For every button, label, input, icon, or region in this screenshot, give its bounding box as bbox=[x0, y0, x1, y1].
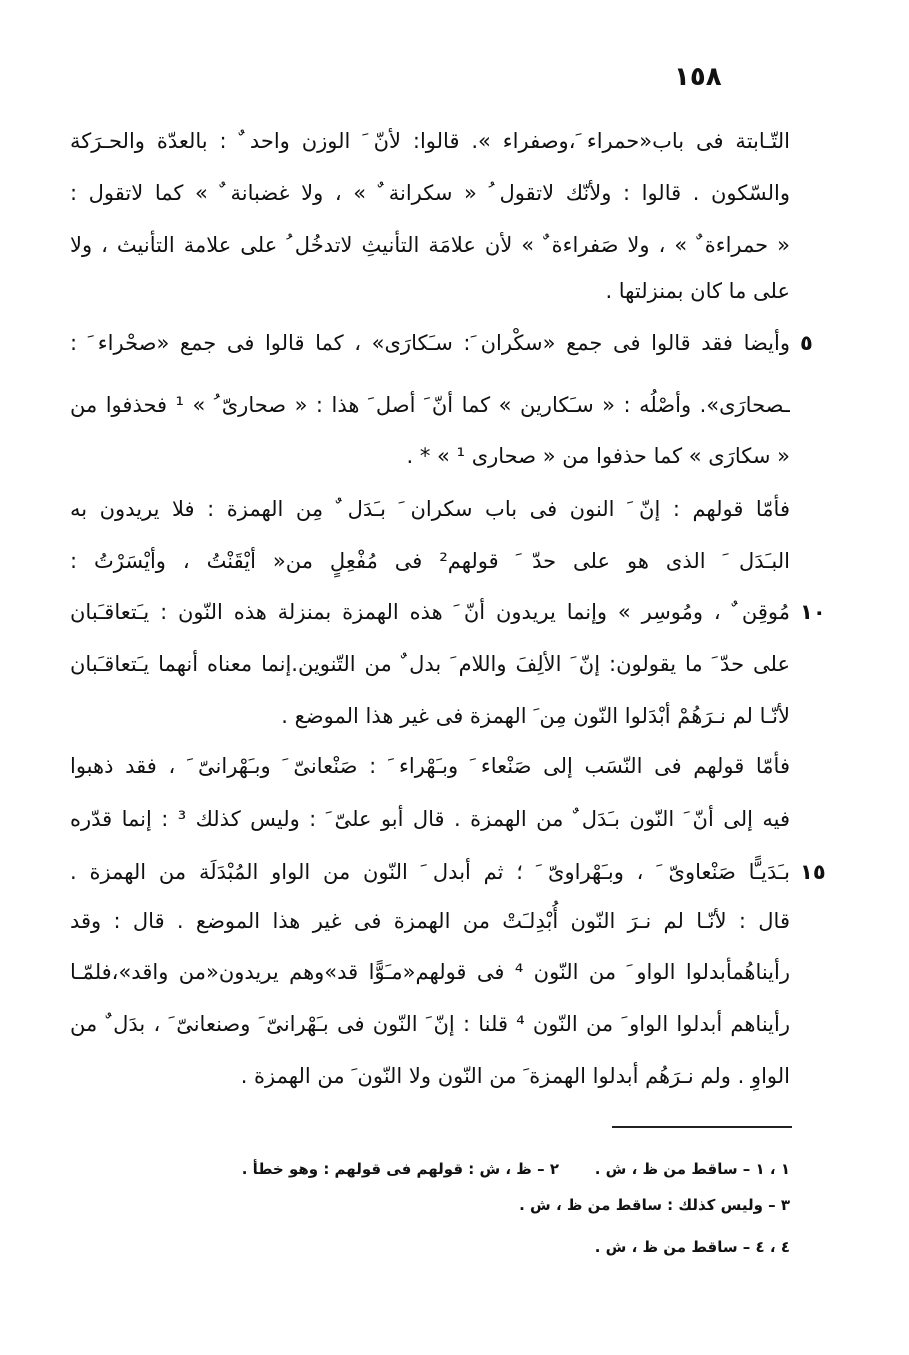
footnote: ٢ – ظ ، ش : قولهم فى قولهم : وهو خطأ . bbox=[241, 1160, 559, 1178]
text-line: ـصحارَى». وأصْلُه : « سـَكارين » كما أنّ َ أصل َ هذا : « صحارىّ ُ » ¹ فحذفوا من bbox=[70, 393, 790, 417]
text-line: « حمراءة ٌ » ، ولا صَفراءة ٌ » لأن علامَة التأنيثِ لاتدخُل ُ على علامة التأنيث ، ولا bbox=[70, 233, 790, 257]
text-line: فيه إلى أنّ َ النّون بـَدَل ٌ من الهمزة . قال أبو علىّ َ : وليس كذلك ³ : إنما قدّره bbox=[70, 807, 790, 831]
text-line: مُوقِن ٌ ، ومُوسِر » وإنما يريدون أنّ َ هذه الهمزة بمنزلة هذه النّون : يـَتعاقـَبان bbox=[70, 600, 790, 624]
page-number: ١٥٨ bbox=[674, 62, 722, 92]
footnote: ٤ ، ٤ – ساقط من ظ ، ش . bbox=[594, 1238, 790, 1256]
text-line: على حدّ َ ما يقولون: إنّ َ الألِفَ واللام َ بدل ٌ من التّنوين.إنما معناه أنهما يـَتعاقـَبان bbox=[70, 652, 790, 676]
footnote: ٣ – وليس كذلك : ساقط من ظ ، ش . bbox=[519, 1196, 790, 1214]
text-line: لأنّـا لم نـرَهُمْ أبْدَلوا النّون مِن َ الهمزة فى غير هذا الموضع . bbox=[281, 704, 790, 728]
text-line: « سكارَى » كما حذفوا من « صحارى ¹ » * . bbox=[406, 444, 790, 468]
text-line: رأيناهُمأبدلوا الواو َ من النّون ⁴ فى قولهم«مـَوًّا قد»وهم يريدون«من واقد»،فلمّـا bbox=[70, 960, 790, 984]
text-line: رأيناهم أبدلوا الواو َ من النّون ⁴ قلنا : إنّ َ النّون فى بـَهْرانىّ َ وصنعانىّ َ ، بدَل ٌ من bbox=[70, 1012, 790, 1036]
line-number: ١٠ bbox=[800, 600, 826, 624]
text-line: والسّكون . قالوا : ولأنّك لاتقول ُ « سكرانة ٌ » ، ولا غضبانة ٌ » كما لاتقول : bbox=[70, 181, 790, 205]
line-number: ١٥ bbox=[800, 860, 826, 884]
text-line: وأيضا فقد قالوا فى جمع «سكْران َ: سـَكارَى» ، كما قالوا فى جمع «صحْراء َ : bbox=[70, 331, 790, 355]
text-line: البـَدَل َ الذى هو على حدّ َ قولهم² فى مُفْعِلٍ من« أيْقَنْتُ ، وأيْسَرْتُ : bbox=[70, 549, 790, 573]
footnote: ١ ، ١ – ساقط من ظ ، ش . bbox=[594, 1160, 790, 1178]
text-line: التّـابتة فى باب«حمراء َ،وصفراء ». قالوا: لأنّ َ الوزن واحد ٌ : بالعدّة والحـرَكة bbox=[70, 129, 790, 153]
text-line: قال : لأنّـا لم نـرَ النّون أُبْدِلـَتْ من الهمزة فى غير هذا الموضع . قال : وقد bbox=[70, 909, 790, 933]
text-line: فأمّا قولهم فى النّسَب إلى صَنْعاء َ وبـَهْراء َ : صَنْعانىّ َ وبـَهْرانىّ َ ، فقد ذهبوا bbox=[70, 754, 790, 778]
text-line: فأمّا قولهم : إنّ َ النون فى باب سكران َ بـَدَل ٌ مِن الهمزة : فلا يريدون به bbox=[70, 497, 790, 521]
text-line: بـَدَيـًّا صَنْعاوىّ َ ، وبـَهْراوىّ َ ؛ ثم أبدل َ النّون من الواو المُبْدَلَة من الهمزة . bbox=[70, 860, 790, 884]
text-line: على ما كان بمنزلتها . bbox=[605, 279, 790, 303]
text-line: الواوِ . ولم نـرَهُم أبدلوا الهمزة َ من النّون ولا النّون َ من الهمزة . bbox=[240, 1064, 790, 1088]
footnote-divider bbox=[612, 1126, 792, 1128]
line-number: ٥ bbox=[800, 331, 813, 355]
